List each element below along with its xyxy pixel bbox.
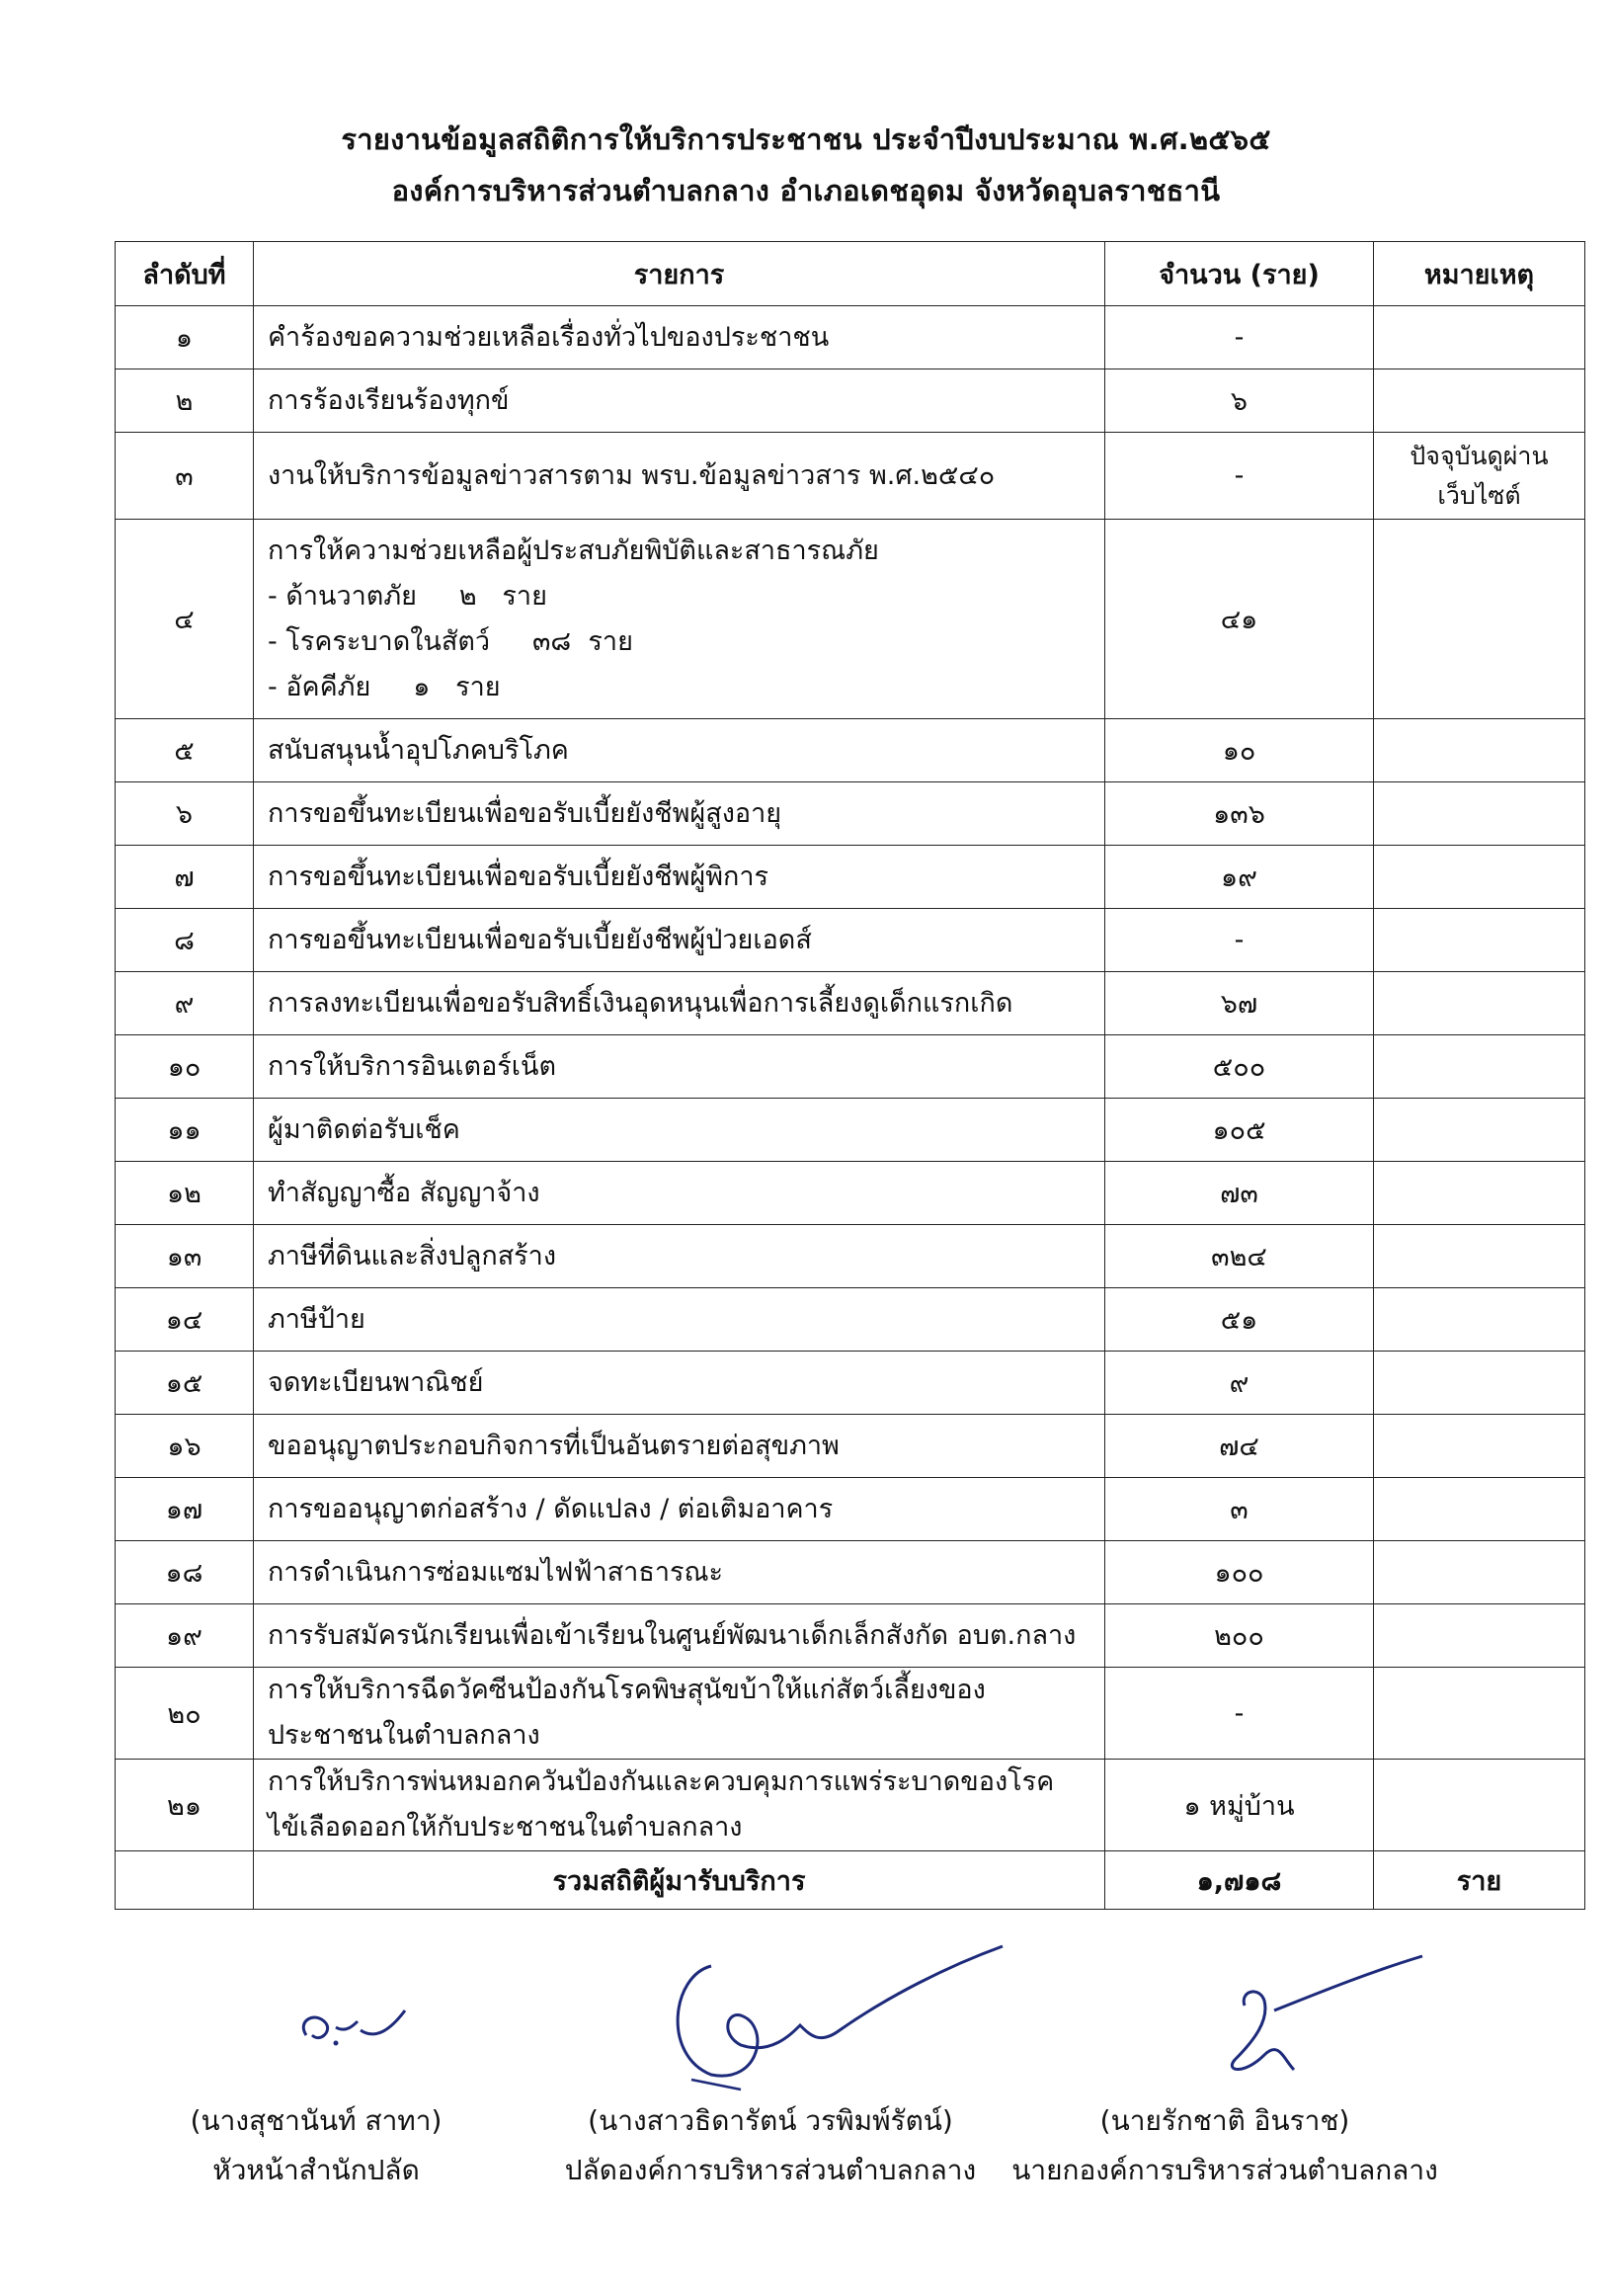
row-number: ๑๙ — [116, 1604, 254, 1668]
signature-mark-2 — [652, 1936, 1017, 2104]
row-amount: ๓๒๔ — [1105, 1225, 1374, 1288]
row-amount: - — [1105, 1668, 1374, 1760]
header-note: หมายเหตุ — [1374, 242, 1585, 306]
row-amount: ๖ — [1105, 369, 1374, 433]
row-number: ๑๓ — [116, 1225, 254, 1288]
row-note: ปัจจุบันดูผ่าน เว็บไซต์ — [1374, 433, 1585, 520]
row-number: ๑๐ — [116, 1035, 254, 1099]
row-number: ๑๘ — [116, 1541, 254, 1604]
row-note — [1374, 1099, 1585, 1162]
signer-name: (นายรักชาติ อินราช) — [1099, 2104, 1350, 2137]
row-amount: ๑๐๐ — [1105, 1541, 1374, 1604]
table-row — [116, 1162, 1585, 1225]
row-item: ขออนุญาตประกอบกิจการที่เป็นอันตรายต่อสุขภาพ — [254, 1415, 1105, 1478]
table-row — [116, 520, 1585, 719]
table-row — [116, 972, 1585, 1035]
row-amount: ๑๐๕ — [1105, 1099, 1374, 1162]
row-amount: ๗๓ — [1105, 1162, 1374, 1225]
table-row — [116, 1668, 1585, 1760]
row-number: ๒๑ — [116, 1760, 254, 1851]
table-row — [116, 1604, 1585, 1668]
signer-position: หัวหน้าสำนักปลัด — [212, 2154, 420, 2186]
row-amount: ๕๑ — [1105, 1288, 1374, 1352]
row-item: การให้บริการอินเตอร์เน็ต — [254, 1035, 1105, 1099]
row-item-detail: - โรคระบาดในสัตว์ ๓๘ ราย — [268, 625, 633, 657]
row-item: การให้บริการฉีดวัคซีนป้องกันโรคพิษสุนัขบ้าให้แก่สัตว์เลี้ยงของ ประชาชนในตำบลกลาง — [254, 1668, 1105, 1760]
row-item: การขอขึ้นทะเบียนเพื่อขอรับเบี้ยยังชีพผู้ป่วยเอดส์ — [254, 909, 1105, 972]
row-item: คำร้องขอความช่วยเหลือเรื่องทั่วไปของประชาชน — [254, 306, 1105, 369]
row-amount: ๕๐๐ — [1105, 1035, 1374, 1099]
row-amount: ๑๓๖ — [1105, 782, 1374, 846]
row-number: ๑๖ — [116, 1415, 254, 1478]
row-item: การลงทะเบียนเพื่อขอรับสิทธิ์เงินอุดหนุนเพื่อการเลี้ยงดูเด็กแรกเกิด — [254, 972, 1105, 1035]
signer-name: (นางสาวธิดารัตน์ วรพิมพ์รัตน์) — [588, 2104, 953, 2137]
row-note — [1374, 909, 1585, 972]
row-note — [1374, 1352, 1585, 1415]
row-note — [1374, 1760, 1585, 1851]
row-number: ๗ — [116, 846, 254, 909]
table-row — [116, 1760, 1585, 1851]
total-no-cell — [116, 1851, 254, 1910]
signature-block-deputy — [524, 2096, 1017, 2195]
row-number: ๒๐ — [116, 1668, 254, 1760]
row-amount: ๔๑ — [1105, 520, 1374, 719]
table-row — [116, 846, 1585, 909]
row-item-title: การให้ความช่วยเหลือผู้ประสบภัยพิบัติและสาธารณภัย — [268, 534, 879, 566]
row-amount: - — [1105, 909, 1374, 972]
row-item: งานให้บริการข้อมูลข่าวสารตาม พรบ.ข้อมูลข่าวสาร พ.ศ.๒๕๔๐ — [254, 433, 1105, 520]
signer-position: ปลัดองค์การบริหารส่วนตำบลกลาง — [564, 2154, 977, 2186]
row-note — [1374, 1225, 1585, 1288]
row-amount: ๖๗ — [1105, 972, 1374, 1035]
row-note — [1374, 520, 1585, 719]
row-item: สนับสนุนน้ำอุปโภคบริโภค — [254, 719, 1105, 782]
header-amount: จำนวน (ราย) — [1105, 242, 1374, 306]
row-item-detail: - ด้านวาตภัย ๒ ราย — [268, 580, 547, 612]
row-amount: ๙ — [1105, 1352, 1374, 1415]
row-note — [1374, 1288, 1585, 1352]
table-row — [116, 1099, 1585, 1162]
report-title: รายงานข้อมูลสถิติการให้บริการประชาชน ประจำปีงบประมาณ พ.ศ.๒๕๖๕ — [341, 123, 1271, 156]
row-number: ๑๕ — [116, 1352, 254, 1415]
table-row — [116, 1415, 1585, 1478]
row-note — [1374, 719, 1585, 782]
row-note — [1374, 782, 1585, 846]
row-number: ๘ — [116, 909, 254, 972]
row-number: ๓ — [116, 433, 254, 520]
table-row — [116, 909, 1585, 972]
row-amount: ๒๐๐ — [1105, 1604, 1374, 1668]
table-row — [116, 1225, 1585, 1288]
row-note — [1374, 1415, 1585, 1478]
table-row — [116, 1288, 1585, 1352]
row-number: ๑ — [116, 306, 254, 369]
row-amount: ๑๐ — [1105, 719, 1374, 782]
row-number: ๙ — [116, 972, 254, 1035]
signature-block-chief-office — [148, 2096, 484, 2195]
row-number: ๑๑ — [116, 1099, 254, 1162]
signer-position: นายกองค์การบริหารส่วนตำบลกลาง — [1011, 2154, 1438, 2186]
total-amount: ๑,๗๑๘ — [1105, 1851, 1374, 1910]
row-note — [1374, 1035, 1585, 1099]
row-item: การขอขึ้นทะเบียนเพื่อขอรับเบี้ยยังชีพผู้สูงอายุ — [254, 782, 1105, 846]
row-note — [1374, 306, 1585, 369]
table-row — [116, 1035, 1585, 1099]
row-item: การดำเนินการซ่อมแซมไฟฟ้าสาธารณะ — [254, 1541, 1105, 1604]
table-row — [116, 369, 1585, 433]
row-number: ๔ — [116, 520, 254, 719]
row-item: การร้องเรียนร้องทุกข์ — [254, 369, 1105, 433]
row-item-detail: - อัคคีภัย ๑ ราย — [268, 671, 501, 702]
row-note — [1374, 1162, 1585, 1225]
table-row — [116, 306, 1585, 369]
row-number: ๕ — [116, 719, 254, 782]
row-note — [1374, 1541, 1585, 1604]
row-number: ๒ — [116, 369, 254, 433]
row-note — [1374, 1604, 1585, 1668]
row-item — [254, 520, 1105, 719]
row-item: ภาษีที่ดินและสิ่งปลูกสร้าง — [254, 1225, 1105, 1288]
total-unit: ราย — [1374, 1851, 1585, 1910]
row-item: จดทะเบียนพาณิชย์ — [254, 1352, 1105, 1415]
signature-mark-3 — [1185, 1951, 1432, 2099]
row-number: ๑๔ — [116, 1288, 254, 1352]
row-amount: ๑๙ — [1105, 846, 1374, 909]
row-number: ๑๗ — [116, 1478, 254, 1541]
table-row — [116, 1541, 1585, 1604]
table-row — [116, 719, 1585, 782]
row-note — [1374, 972, 1585, 1035]
row-note — [1374, 1668, 1585, 1760]
row-item: การรับสมัครนักเรียนเพื่อเข้าเรียนในศูนย์พัฒนาเด็กเล็กสังกัด อบต.กลาง — [254, 1604, 1105, 1668]
row-item: ทำสัญญาซื้อ สัญญาจ้าง — [254, 1162, 1105, 1225]
row-number: ๖ — [116, 782, 254, 846]
table-row — [116, 1352, 1585, 1415]
row-item: ผู้มาติดต่อรับเช็ค — [254, 1099, 1105, 1162]
total-label: รวมสถิติผู้มารับบริการ — [254, 1851, 1105, 1910]
header-item: รายการ — [254, 242, 1105, 306]
row-amount: - — [1105, 433, 1374, 520]
row-note — [1374, 846, 1585, 909]
signature-block-mayor — [1008, 2096, 1442, 2195]
row-note — [1374, 1478, 1585, 1541]
statistics-table — [115, 241, 1585, 1910]
row-number: ๑๒ — [116, 1162, 254, 1225]
row-amount: ๓ — [1105, 1478, 1374, 1541]
row-item: การขอขึ้นทะเบียนเพื่อขอรับเบี้ยยังชีพผู้พิการ — [254, 846, 1105, 909]
total-row — [116, 1851, 1585, 1910]
signer-name: (นางสุชานันท์ สาทา) — [190, 2104, 443, 2137]
signature-mark-1 — [277, 1986, 425, 2065]
row-item: การขออนุญาตก่อสร้าง / ดัดแปลง / ต่อเติมอาคาร — [254, 1478, 1105, 1541]
header-no: ลำดับที่ — [116, 242, 254, 306]
row-amount: ๑ หมู่บ้าน — [1105, 1760, 1374, 1851]
row-note — [1374, 369, 1585, 433]
table-row — [116, 782, 1585, 846]
table-row — [116, 1478, 1585, 1541]
row-item: การให้บริการพ่นหมอกควันป้องกันและควบคุมการแพร่ระบาดของโรค ไข้เลือดออกให้กับประชาชนในตำบลกลาง — [254, 1760, 1105, 1851]
table-header-row — [116, 242, 1585, 306]
organization-subtitle: องค์การบริหารส่วนตำบลกลาง อำเภอเดชอุดม จังหวัดอุบลราชธานี — [391, 174, 1221, 207]
row-amount: ๗๔ — [1105, 1415, 1374, 1478]
table-row — [116, 433, 1585, 520]
row-item: ภาษีป้าย — [254, 1288, 1105, 1352]
row-amount: - — [1105, 306, 1374, 369]
